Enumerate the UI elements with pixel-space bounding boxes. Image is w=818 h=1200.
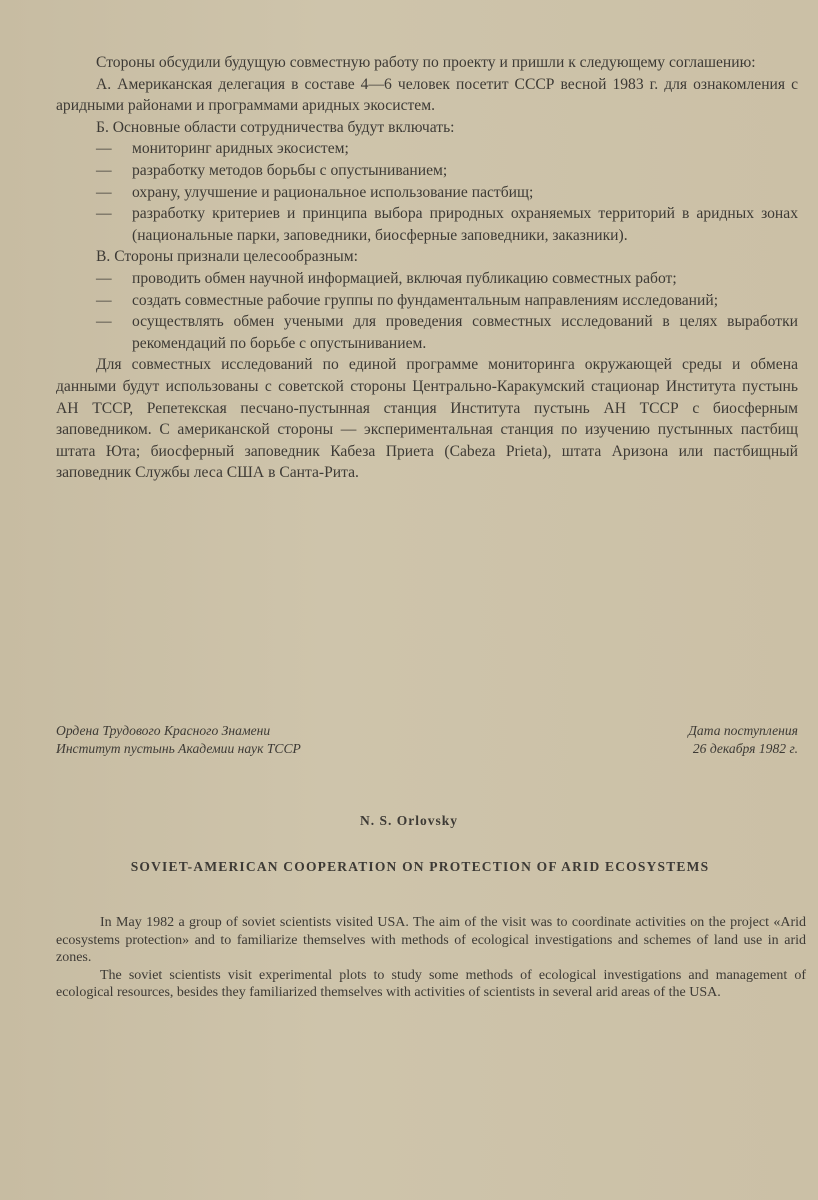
date-value: 26 декабря 1982 г.	[692, 741, 798, 756]
english-abstract	[56, 914, 806, 1002]
list-item: — разработку критериев и принципа выбора природных охраняемых территорий в аридных зонах (национальные парки, заповедники, биосферные заповедники, заказники).	[96, 205, 798, 244]
list-item: — проводить обмен научной информацией, включая публикацию совместных работ;	[96, 269, 677, 287]
section-b-heading: Б. Основные области сотрудничества будут включать:	[96, 118, 455, 136]
date-label: Дата поступления	[688, 723, 798, 738]
abstract-paragraph-2: The soviet scientists visit experimental plots to study some methods of ecological investigations and management of ecological resources, besides they familiarized themselves with activities of scientists in several arid areas of the USA.	[56, 967, 806, 1000]
list-item: — осуществлять обмен учеными для проведения совместных исследований в целях выработки рекомендаций по борьбе с опустыниванием.	[96, 313, 798, 352]
institution	[56, 722, 301, 758]
list-item: — создать совместные рабочие группы по фундаментальным направлениям исследований;	[96, 291, 719, 309]
section-v-heading: В. Стороны признали целесообразным:	[96, 248, 358, 266]
abstract-paragraph-1: In May 1982 a group of soviet scientists visited USA. The aim of the visit was to coordinate activities on the project «Arid ecosystems protection» and to familiarize themselves with methods of ecological investigations and schemes of land use in arid zones.	[56, 915, 806, 965]
intro-paragraph: Стороны обсудили будущую совместную работу по проекту и пришли к следующему соглашению:	[96, 54, 756, 71]
english-title: SOVIET-AMERICAN COOPERATION ON PROTECTION OF ARID ECOSYSTEMS	[130, 859, 710, 874]
section-v-list	[56, 268, 798, 354]
list-item: — охрану, улучшение и рациональное использование пастбищ;	[96, 183, 534, 201]
section-a: А. Американская делегация в составе 4—6 человек посетит СССР весной 1983 г. для ознакомления с аридными районами и программами аридных экосистем.	[56, 75, 798, 115]
list-item: — разработку методов борьбы с опустыниванием;	[96, 161, 448, 179]
author-name: N. S. Orlovsky	[359, 813, 458, 828]
institution-line-2: Институт пустынь Академии наук ТССР	[56, 741, 301, 756]
russian-text	[56, 52, 798, 484]
final-paragraph: Для совместных исследований по единой программе мониторинга окружающей среды и обмена данными будут использованы с советской стороны Центрально-Каракумский стационар Института пустынь АН ТССР, Репетекская песчано-пустынная станция Института пустынь АН ТССР с биосферным заповедником. С американской стороны — экспериментальная станция по изучению пустынных пастбищ штата Юта; биосферный заповедник Кабеза Приета (Cabeza Prieta), штата Аризона или пастбищный заповедник Службы леса США в Санта-Рита.	[56, 356, 798, 482]
receipt-date	[688, 722, 798, 758]
list-item: — мониторинг аридных экосистем;	[96, 140, 349, 158]
institution-line-1: Ордена Трудового Красного Знамени	[56, 723, 271, 738]
section-b-list	[56, 138, 798, 246]
